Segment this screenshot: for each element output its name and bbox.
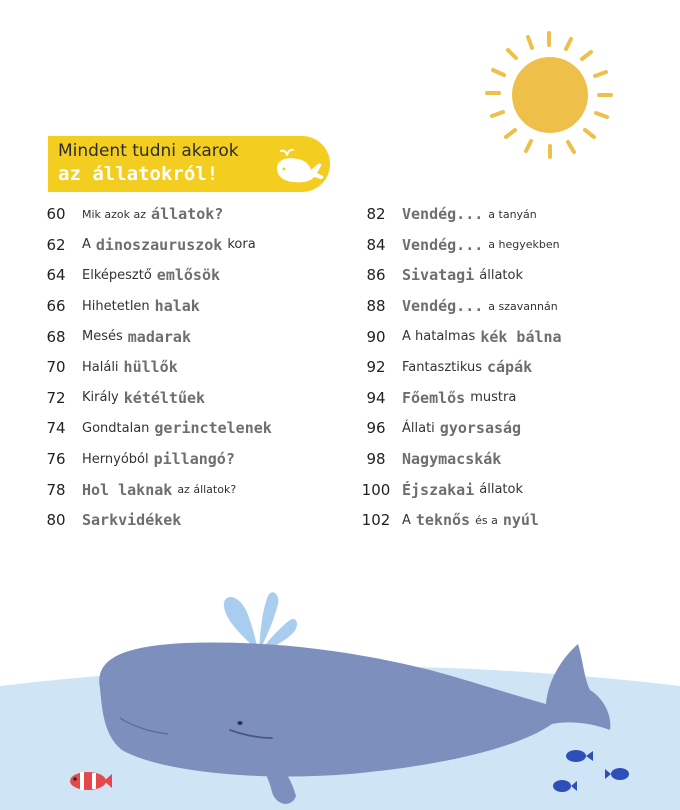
entry-title-part: cápák: [487, 358, 533, 377]
entry-title-part: gerinctelenek: [154, 419, 272, 438]
entry-title-part: Vendég...: [402, 297, 484, 316]
entry-title-part: gyorsaság: [439, 419, 522, 438]
entry-title-part: Nagymacskák: [402, 450, 502, 469]
contents-right-column: [356, 199, 656, 536]
entry-title-part: Vendég...: [402, 205, 484, 224]
page-number: 78: [46, 480, 66, 499]
entry-title-part: Mik azok az: [82, 207, 147, 221]
entry-title-part: Sarkvidékek: [82, 511, 182, 530]
page-number: 88: [366, 297, 386, 316]
contents-entry: [36, 199, 336, 230]
entry-title-part: Sivatagi: [402, 266, 475, 285]
contents-entry: [36, 444, 336, 475]
contents-entry: [356, 321, 656, 352]
entry-title-part: hüllők: [123, 358, 178, 377]
page-number: 86: [366, 266, 386, 285]
page-number: 74: [46, 419, 66, 438]
sun-icon: [470, 20, 620, 170]
page-number: 62: [46, 235, 66, 254]
page-number: 60: [46, 205, 66, 224]
banner-title-line-2: az állatokról!: [58, 163, 219, 185]
page-number: 66: [46, 297, 66, 316]
contents-entry: [36, 352, 336, 383]
contents-entry: [36, 260, 336, 291]
entry-title-part: a tanyán: [488, 207, 537, 221]
entry-title-part: Hernyóból: [82, 451, 149, 467]
whale-icon: [274, 146, 326, 186]
entry-title-part: állatok: [479, 267, 523, 283]
contents-entry: [36, 321, 336, 352]
page-number: 80: [46, 511, 66, 530]
entry-title-part: Fantasztikus: [402, 359, 482, 375]
entry-title-part: madarak: [127, 327, 191, 346]
entry-title-part: a hegyekben: [488, 238, 560, 252]
entry-title-part: a szavannán: [488, 299, 558, 313]
entry-title-part: Haláli: [82, 359, 119, 375]
entry-title-part: emlősök: [156, 266, 221, 285]
page-number: 96: [366, 419, 386, 438]
entry-title-part: pillangó?: [153, 450, 235, 469]
contents-entry: [356, 199, 656, 230]
page-number: 90: [366, 327, 386, 346]
contents-entry: [356, 505, 656, 536]
page-number: 70: [46, 358, 66, 377]
contents-entry: [356, 413, 656, 444]
page-number: 102: [361, 511, 391, 530]
entry-title-part: Főemlős: [402, 388, 466, 407]
entry-title-part: Elképesztő: [82, 267, 152, 283]
entry-title-part: állatok: [479, 482, 523, 498]
entry-title-part: kék bálna: [480, 327, 562, 346]
contents-entry: [36, 291, 336, 322]
contents-left-column: [36, 199, 336, 536]
contents-entry: [356, 352, 656, 383]
contents-entry: [36, 474, 336, 505]
entry-title-part: mustra: [470, 390, 517, 406]
page-number: 72: [46, 388, 66, 407]
entry-title-part: Állati: [402, 420, 435, 436]
entry-title-part: és a: [475, 513, 498, 527]
contents-entry: [36, 413, 336, 444]
page-number: 76: [46, 450, 66, 469]
entry-title-part: Hol laknak: [82, 480, 173, 499]
entry-title-part: Király: [82, 390, 119, 406]
entry-title-part: teknős: [415, 511, 471, 530]
entry-title-part: az állatok?: [177, 483, 237, 497]
entry-title-part: A: [82, 237, 91, 253]
entry-title-part: Hihetetlen: [82, 298, 150, 314]
page-number: 68: [46, 327, 66, 346]
entry-title-part: állatok?: [151, 205, 224, 224]
page-number: 82: [366, 205, 386, 224]
entry-title-part: kora: [227, 237, 256, 253]
entry-title-part: Éjszakai: [402, 480, 475, 499]
page-number: 94: [366, 388, 386, 407]
page-number: 64: [46, 266, 66, 285]
contents-entry: [356, 444, 656, 475]
entry-title-part: nyúl: [502, 511, 539, 530]
contents-entry: [356, 291, 656, 322]
banner-title-line-1: Mindent tudni akarok: [58, 141, 239, 161]
page-number: 100: [361, 480, 391, 499]
contents-entry: [36, 230, 336, 261]
entry-title-part: A: [402, 512, 411, 528]
entry-title-part: kétéltűek: [123, 388, 206, 407]
entry-title-part: dinoszauruszok: [95, 235, 223, 254]
entry-title-part: A hatalmas: [402, 329, 476, 345]
entry-title-part: halak: [154, 297, 200, 316]
page-number: 92: [366, 358, 386, 377]
contents-entry: [36, 505, 336, 536]
contents-entry: [356, 260, 656, 291]
sea-scene: [0, 560, 680, 810]
contents-entry: [356, 383, 656, 414]
page-number: 84: [366, 235, 386, 254]
entry-title-part: Vendég...: [402, 235, 484, 254]
entry-title-part: Mesés: [82, 329, 123, 345]
page-number: 98: [366, 450, 386, 469]
contents-entry: [356, 474, 656, 505]
contents-entry: [36, 383, 336, 414]
contents-entry: [356, 230, 656, 261]
entry-title-part: Gondtalan: [82, 420, 150, 436]
